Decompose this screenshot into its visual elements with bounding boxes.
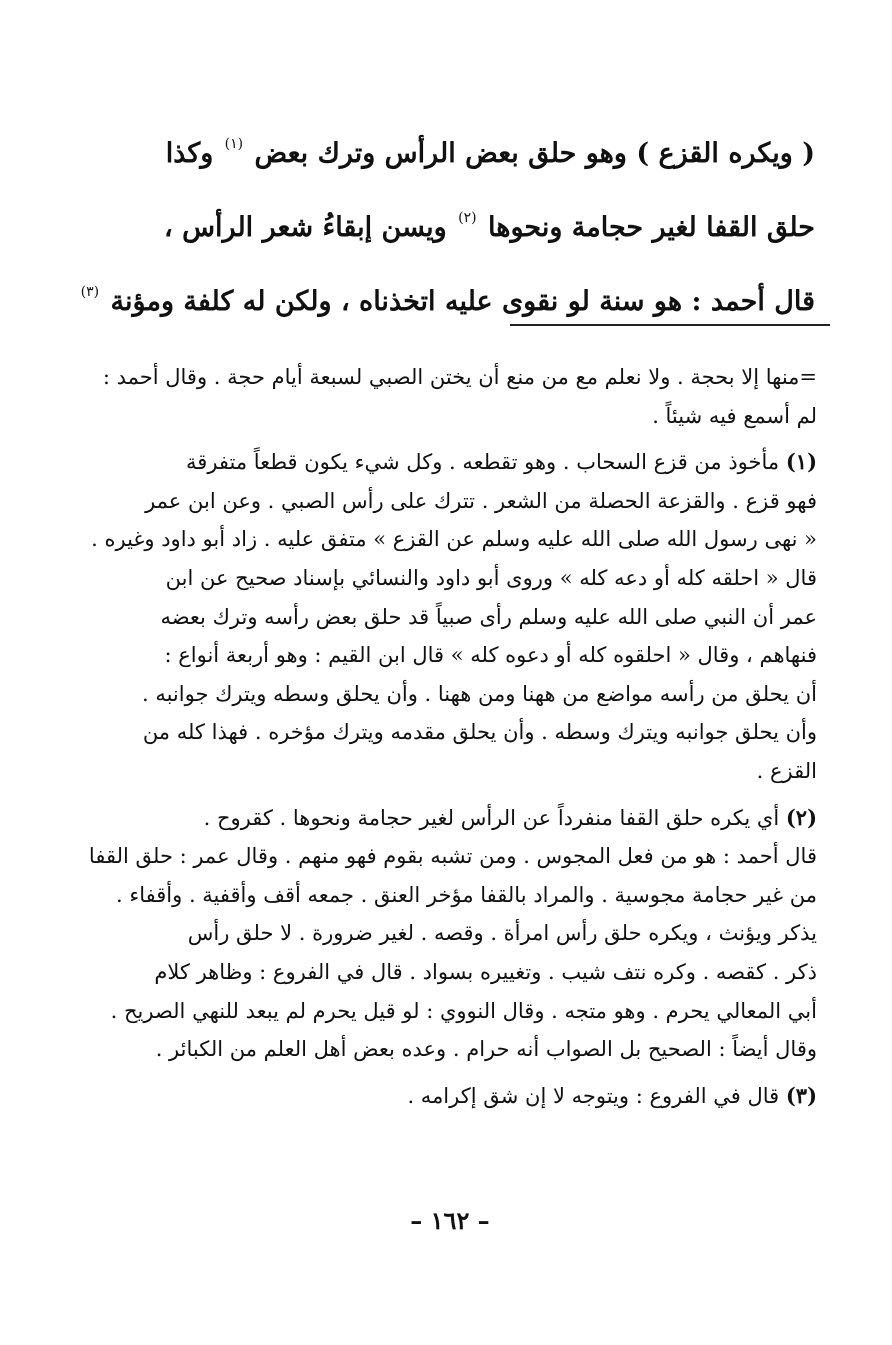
main-text-segment: قال أحمد : هو سنة لو نقوى عليه اتخذناه ، ولكن له كلفة ومؤنة [110, 286, 815, 317]
footnote-1-line: « نهى رسول الله صلى الله عليه وسلم عن القزع » متفق عليه . زاد أبو داود وغيره . [91, 527, 817, 552]
footnote-gap [95, 791, 817, 799]
footnote-1-line: أن يحلق من رأسه مواضع من ههنا ومن ههنا . وأن يحلق وسطه ويترك جوانبه . [141, 681, 817, 706]
main-text-segment: ( ويكره القزع ) وهو حلق بعض الرأس وترك بعض [254, 138, 815, 169]
page-number: – ١٦٢ – [410, 1206, 490, 1235]
footnote-2-line: ذكر . كقصه . وكره نتف شيب . وتغييره بسواد . قال في الفروع : وظاهر كلام [154, 959, 817, 984]
footnote-1-line: القزع . [756, 758, 817, 783]
footnote-1-first-line [95, 443, 817, 482]
main-text-line-2 [95, 186, 815, 260]
footnote-ref-3: (٣) [80, 284, 100, 300]
footnote-ref-1: (١) [224, 136, 244, 152]
footnote-2-line: يذكر ويؤنث ، ويكره حلق رأس امرأة . وقصه . لغير ضرورة . لا حلق رأس [187, 921, 817, 946]
footnote-3-number: (٣) [785, 1082, 817, 1108]
footnote-gap [95, 1069, 817, 1077]
footnote-1-text: مأخوذ من قزع السحاب . وهو تقطعه . وكل شيء يكون قطعاً متفرقة [186, 450, 780, 475]
footnote-1-number: (١) [785, 449, 817, 475]
footnote-1-line: فنهاهم ، وقال « احلقوه كله أو دعوه كله » قال ابن القيم : وهو أربعة أنواع : [164, 643, 817, 668]
main-text-segment: حلق القفا لغير حجامة ونحوها [488, 212, 815, 243]
footnote-1-line: عمر أن النبي صلى الله عليه وسلم رأى صبياً قد حلق بعض رأسه وترك بعضه [160, 604, 817, 629]
footnote-2-line: قال أحمد : هو من فعل المجوس . ومن تشبه بقوم فهو منهم . وقال عمر : حلق القفا [88, 844, 817, 869]
main-text-line-3 [80, 260, 815, 334]
main-text-segment: وكذا [165, 138, 214, 169]
footnote-3-first-line [95, 1077, 817, 1116]
footnote-2-line: أبي المعالي يحرم . وهو متجه . وقال النووي : لو قيل يحرم لم يبعد للنهي الصريح . [110, 998, 817, 1023]
main-text-line-1 [95, 112, 815, 186]
footnote-2-number: (٢) [785, 804, 817, 830]
footnote-gap [95, 435, 817, 443]
main-text-segment: ويسن إبقاءُ شعر الرأس ، [163, 212, 447, 243]
footnote-1-line: قال « احلقه كله أو دعه كله » وروى أبو داود والنسائي بإسناد صحيح عن ابن [165, 565, 817, 590]
footnote-1-line: فهو قزع . والقزعة الحصلة من الشعر . تترك على رأس الصبي . وعن ابن عمر [145, 488, 817, 513]
footnote-separator [510, 324, 830, 326]
main-text [80, 112, 815, 334]
footnote-2-line: وقال أيضاً : الصحيح بل الصواب أنه حرام . وعده بعض أهل العلم من الكبائر . [155, 1037, 817, 1062]
footnote-1-line: وأن يحلق جوانبه ويترك وسطه . وأن يحلق مقدمه ويترك مؤخره . فهذا كله من [142, 720, 817, 745]
footnote-continuation-line: =منها إلا بحجة . ولا نعلم مع من منع أن يختن الصبي لسبعة أيام حجة . وقال أحمد : [102, 365, 817, 389]
footnote-3-text: قال في الفروع : ويتوجه لا إن شق إكرامه . [407, 1083, 780, 1108]
footnote-2-first-line [95, 799, 817, 838]
footnote-2-line: من غير حجامة مجوسية . والمراد بالقفا مؤخر العنق . جمعه أقف وأقفية . وأقفاء . [116, 882, 817, 907]
footnotes [88, 358, 817, 1115]
footnote-ref-2: (٢) [458, 210, 477, 226]
footnote-2-text: أي يكره حلق القفا منفرداً عن الرأس لغير حجامة ونحوها . كقروح . [203, 805, 780, 830]
footnote-continuation-line: لم أسمع فيه شيئاً . [652, 403, 817, 428]
